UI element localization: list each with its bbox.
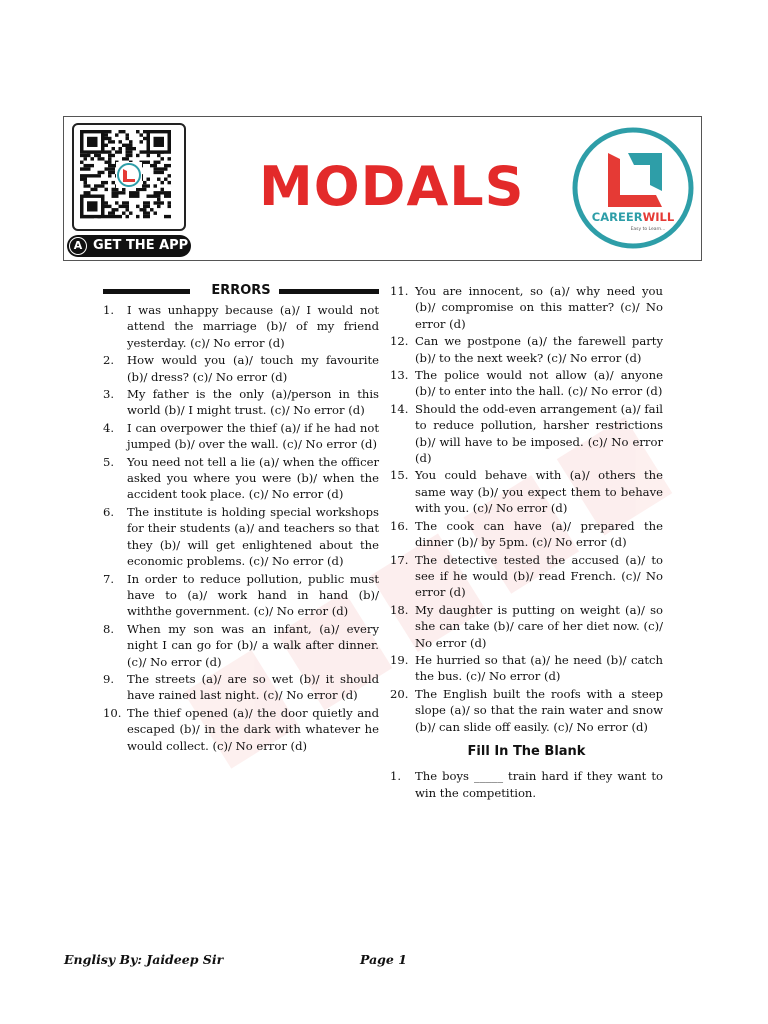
question-text: You could behave with (a)/ others the same way (b)/ you expect them to behave with you. (c)/ No error (d)	[415, 468, 663, 516]
question-number: 1.	[390, 769, 402, 784]
question-text: You need not tell a lie (a)/ when the officer asked you where you were (b)/ when the accident took place. (c)/ No error (d)	[127, 454, 379, 502]
question-item	[390, 686, 663, 735]
question-number: 5.	[103, 454, 115, 469]
question-item	[103, 621, 379, 670]
question-number: 18.	[390, 602, 409, 617]
question-number: 17.	[390, 552, 409, 567]
question-item	[103, 705, 379, 754]
svg-text:Easy to Learn...: Easy to Learn...	[630, 227, 666, 232]
question-text: The streets (a)/ are so wet (b)/ it should have rained last night. (c)/ No error (d)	[127, 671, 379, 703]
question-number: 12.	[390, 334, 409, 349]
question-text: The boys _____ train hard if they want to win the competition.	[415, 769, 663, 800]
question-text: I was unhappy because (a)/ I would not attend the marriage (b)/ of my friend yesterday. (c)/ No error (d)	[127, 303, 379, 350]
question-number: 3.	[103, 387, 115, 402]
question-number: 7.	[103, 571, 115, 586]
question-text: He hurried so that (a)/ he need (b)/ catch the bus. (c)/ No error (d)	[415, 652, 663, 684]
question-item	[390, 401, 663, 467]
question-number: 6.	[103, 504, 115, 519]
question-number: 8.	[103, 621, 115, 636]
fill-blank-heading: Fill In The Blank	[467, 743, 586, 759]
errors-list-left	[103, 302, 379, 754]
question-text: When my son was an infant, (a)/ every night I can go for (b)/ a walk after dinner. (c)/ No error (d)	[127, 621, 379, 669]
question-item	[390, 518, 663, 551]
question-number: 2.	[103, 353, 115, 368]
question-item	[390, 552, 663, 601]
svg-text:CAREERWILL: CAREERWILL	[591, 210, 675, 224]
app-store-icon: A	[69, 237, 87, 255]
get-the-app-label: GET THE APP	[93, 238, 189, 253]
question-item	[390, 652, 663, 685]
question-text: The English built the roofs with a steep slope (a)/ so that the rain water and snow (b)/ can slide off easily. (c)/ No error (d)	[415, 686, 663, 734]
question-number: 4.	[103, 420, 115, 435]
question-number: 10.	[103, 705, 122, 720]
question-text: I can overpower the thief (a)/ if he had not jumped (b)/ over the wall. (c)/ No error (d)	[127, 420, 379, 452]
question-text: Can we postpone (a)/ the farewell party (b)/ to the next week? (c)/ No error (d)	[415, 334, 663, 365]
question-text: The thief opened (a)/ the door quietly and escaped (b)/ in the dark with whatever he would collect. (c)/ No error (d)	[127, 705, 379, 753]
question-text: The police would not allow (a)/ anyone (b)/ to enter into the hall. (c)/ No error (d)	[415, 368, 663, 399]
question-text: Should the odd-even arrangement (a)/ fail to reduce pollution, harsher restrictions (b)/ will have to be imposed. (c)/ No error (d)	[415, 401, 663, 466]
question-text: In order to reduce pollution, public must have to (a)/ work hand in hand (b)/ withthe government. (c)/ No error (d)	[127, 571, 379, 619]
question-item	[390, 367, 663, 400]
qr-code[interactable]	[72, 123, 186, 231]
page-title: MODALS	[259, 155, 525, 218]
errors-list-right	[390, 283, 663, 735]
header-banner	[63, 116, 702, 261]
question-text: The institute is holding special workshops for their students (a)/ and teachers so that they (b)/ will get enlightened about the economic problems. (c)/ No error (d)	[127, 504, 379, 569]
question-number: 15.	[390, 468, 409, 483]
question-item	[103, 420, 379, 453]
careerwill-logo	[570, 125, 696, 251]
heading-bar-left	[103, 289, 190, 294]
footer-page-number: Page 1	[360, 952, 407, 967]
get-the-app-button[interactable]	[67, 235, 191, 257]
question-item	[103, 571, 379, 620]
question-item	[103, 352, 379, 385]
question-number: 19.	[390, 652, 409, 667]
question-number: 1.	[103, 303, 115, 317]
errors-heading-text: ERRORS	[211, 283, 271, 298]
question-item	[390, 283, 663, 332]
question-text: The detective tested the accused (a)/ to see if he would (b)/ read French. (c)/ No error (d)	[415, 552, 663, 600]
question-number: 14.	[390, 401, 409, 416]
question-text: The cook can have (a)/ prepared the dinner (b)/ by 5pm. (c)/ No error (d)	[415, 518, 663, 550]
qr-code-icon	[80, 130, 178, 222]
question-text: How would you (a)/ touch my favourite (b)/ dress? (c)/ No error (d)	[127, 353, 379, 384]
left-column	[103, 283, 379, 755]
question-number: 9.	[103, 671, 115, 686]
question-item	[390, 333, 663, 366]
errors-heading	[103, 283, 379, 300]
question-item	[103, 454, 379, 503]
question-item	[103, 386, 379, 419]
question-text: My father is the only (a)/person in this world (b)/ I might trust. (c)/ No error (d)	[127, 387, 379, 418]
question-text: My daughter is putting on weight (a)/ so she can take (b)/ care of her diet now. (c)/ No error (d)	[415, 602, 663, 650]
question-item	[103, 302, 379, 351]
heading-bar-right	[279, 289, 379, 294]
fill-blank-list	[390, 768, 663, 801]
question-number: 16.	[390, 518, 409, 533]
question-item	[390, 768, 663, 801]
question-item	[390, 602, 663, 651]
question-text: You are innocent, so (a)/ why need you (b)/ compromise on this matter? (c)/ No error (d)	[415, 284, 663, 331]
question-number: 20.	[390, 686, 409, 701]
right-column	[390, 283, 663, 802]
question-item	[103, 504, 379, 570]
question-item	[103, 671, 379, 704]
question-number: 13.	[390, 368, 409, 383]
footer-author: Englisy By: Jaideep Sir	[64, 952, 224, 967]
question-number: 11.	[390, 284, 409, 298]
question-item	[390, 467, 663, 516]
